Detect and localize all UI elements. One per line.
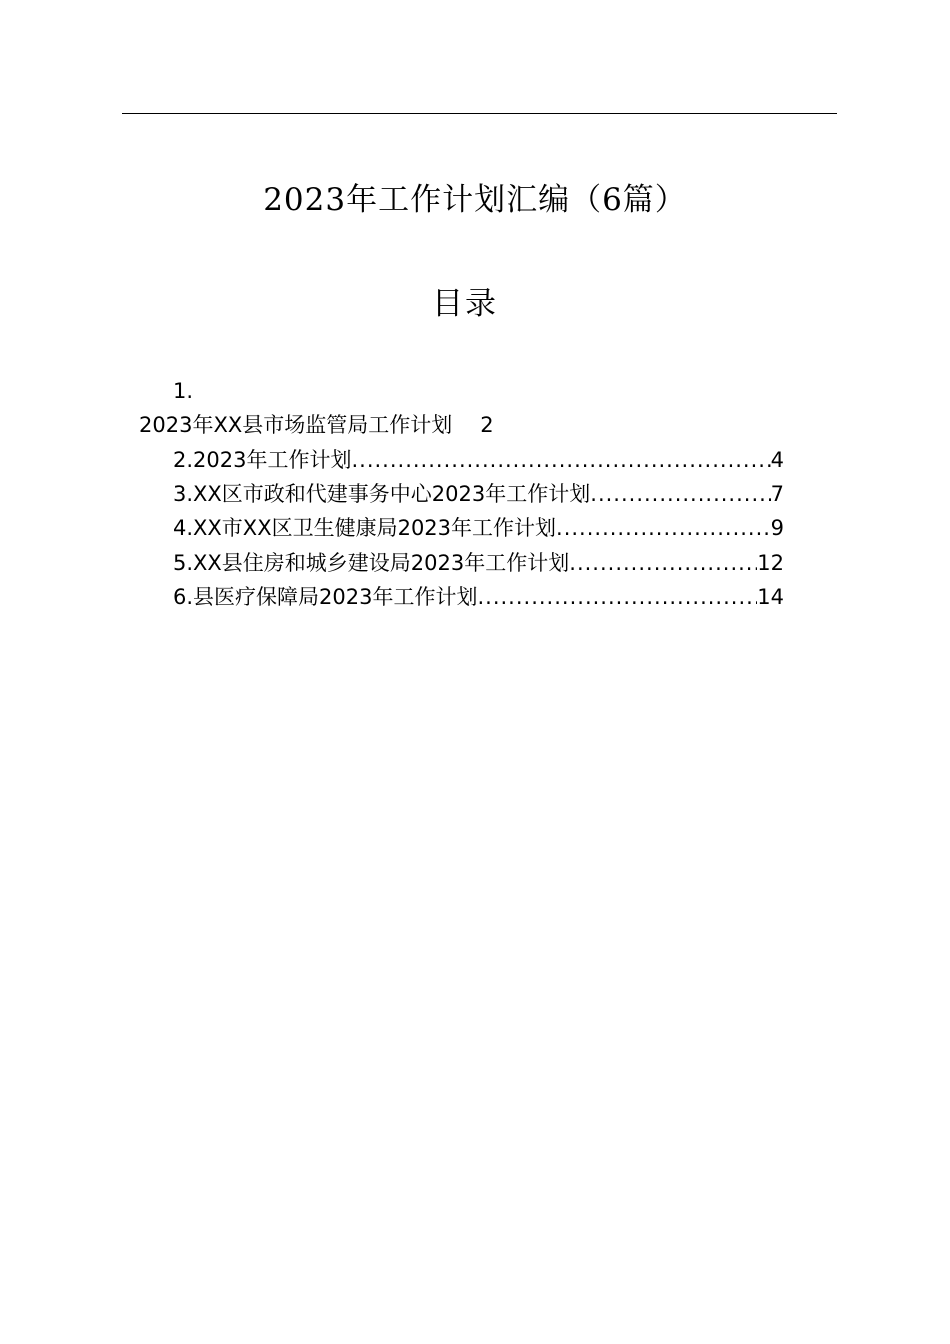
header-rule — [122, 113, 837, 114]
toc-entry-label: 2023年XX县市场监管局工作计划 — [139, 413, 453, 437]
toc-entry-6[interactable] — [173, 580, 784, 614]
toc-entry-5[interactable] — [173, 546, 784, 580]
toc-entry-page: 9 — [770, 516, 784, 540]
toc-entry-page: 7 — [770, 482, 784, 506]
toc-dot-leader — [556, 511, 771, 545]
toc-entry-page: 2 — [480, 413, 494, 437]
toc-entry-label: 3.XX区市政和代建事务中心2023年工作计划 — [173, 482, 591, 506]
toc-dot-leader — [351, 443, 770, 477]
toc-dot-leader — [569, 546, 757, 580]
toc-entry-4[interactable] — [173, 511, 784, 545]
toc-dot-leader — [477, 580, 757, 614]
toc-entry-label: 5.XX县住房和城乡建设局2023年工作计划 — [173, 551, 570, 575]
toc-entry-label: 4.XX市XX区卫生健康局2023年工作计划 — [173, 516, 557, 540]
toc-entry-page: 12 — [757, 551, 784, 575]
toc-entry-label: 2.2023年工作计划 — [173, 448, 352, 472]
toc-dot-leader — [590, 477, 770, 511]
toc-heading: 目录 — [432, 286, 498, 322]
toc-entry-2[interactable] — [173, 443, 784, 477]
toc-entry-page: 4 — [770, 448, 784, 472]
toc-entry-label: 6.县医疗保障局2023年工作计划 — [173, 585, 478, 609]
toc-entry-page: 14 — [757, 585, 784, 609]
toc-entry-1[interactable] — [139, 408, 494, 442]
toc-entry-1-number[interactable]: 1. — [173, 379, 194, 403]
toc-entry-3[interactable] — [173, 477, 784, 511]
document-title: 2023年工作计划汇编（6篇） — [263, 182, 687, 218]
